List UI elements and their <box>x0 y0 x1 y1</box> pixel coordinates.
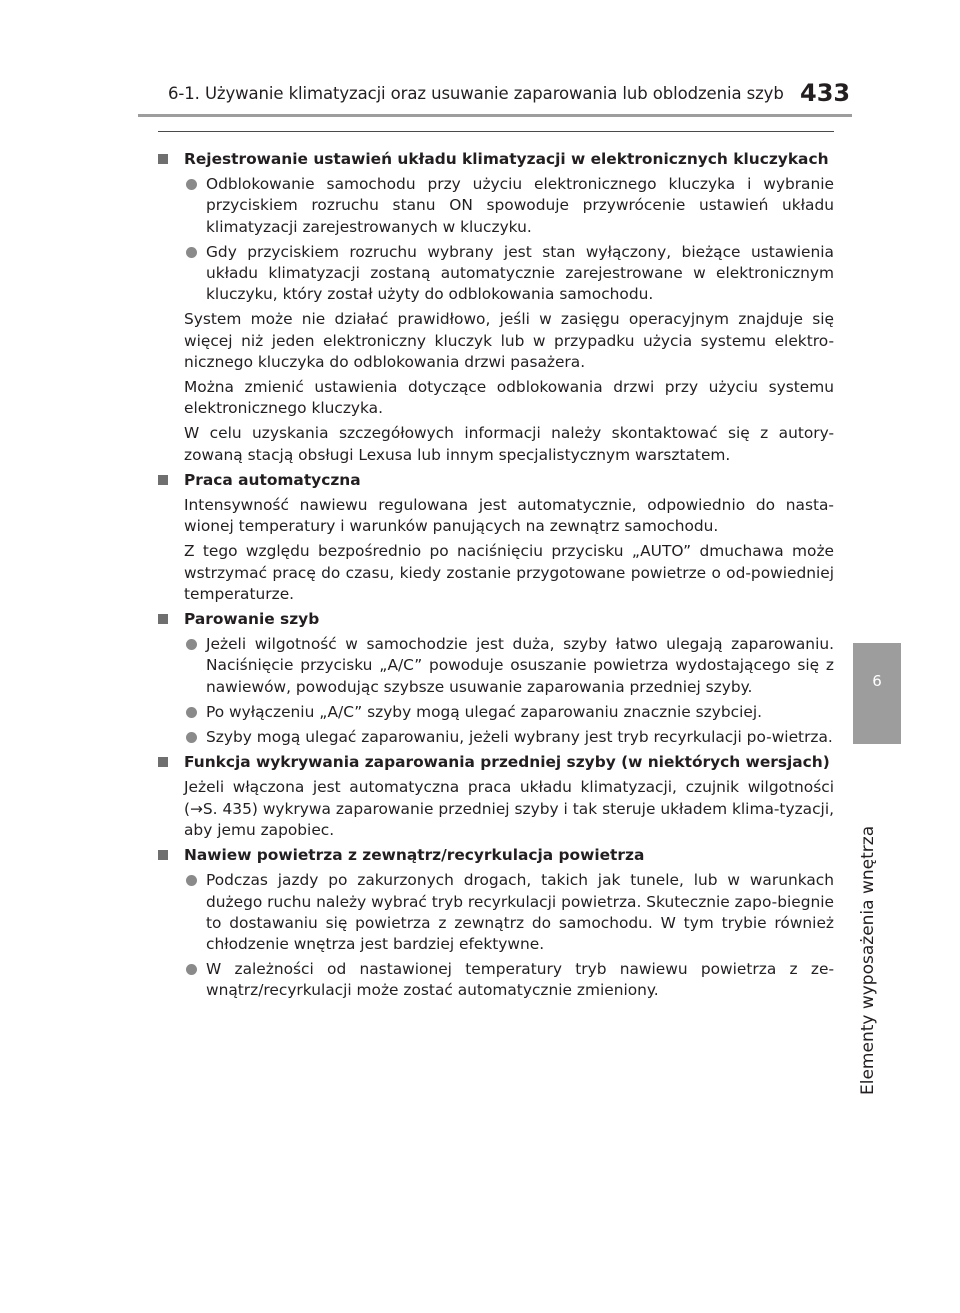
paragraph: Intensywność nawiewu regulowana jest automatycznie, odpowiednio do nasta-wionej temperatury i warunków panujących na zewnątrz samochodu. <box>184 496 834 536</box>
bullet-text: Podczas jazdy po zakurzonych drogach, takich jak tunele, lub w warunkach dużego ruchu należy wybrać tryb recyrkulacji powietrza. Skutecznie zapo-biegnie to dostawaniu się powietrza z zewnątrz do samochodu. W tym trybie również chłodzenie wnętrza jest bardziej efektywne. <box>206 871 834 953</box>
bullet-text: Odblokowanie samochodu przy użyciu elektronicznego kluczyka i wybranie przyciskiem rozruchu stanu ON spowoduje przywrócenie ustawień układu klimatyzacji zarejestrowanych w kluczyku. <box>206 175 834 236</box>
paragraph: Jeżeli włączona jest automatyczna praca układu klimatyzacji, czujnik wilgotności (→S. 435) wykrywa zaparowanie przedniej szyby i tak steruje układem klima-tyzacji, aby jemu zapobiec. <box>184 778 834 839</box>
section-heading <box>158 470 834 491</box>
circle-bullet-icon <box>186 639 197 650</box>
header-rule <box>138 114 852 117</box>
paragraph: Można zmienić ustawienia dotyczące odblokowania drzwi przy użyciu systemu elektronicznego kluczyka. <box>184 378 834 418</box>
bullet-item <box>158 870 834 955</box>
bullet-text: Po wyłączeniu „A/C” szyby mogą ulegać zaparowaniu znacznie szybciej. <box>206 702 762 721</box>
circle-bullet-icon <box>186 732 197 743</box>
paragraph: W celu uzyskania szczegółowych informacji należy skontaktować się z autory-zowaną stacją obsługi Lexusa lub innym specjalistycznym warsztatem. <box>184 424 834 464</box>
section-heading <box>158 609 834 630</box>
bullet-item <box>158 174 834 238</box>
chapter-number: 6 <box>872 672 882 690</box>
chapter-tab <box>853 643 901 744</box>
square-bullet-icon <box>158 850 168 860</box>
bullet-item <box>158 702 834 723</box>
header-title: 6-1. Używanie klimatyzacji oraz usuwanie zaparowania lub oblodzenia szyb <box>168 84 784 103</box>
section-heading-text: Nawiew powietrza z zewnątrz/recyrkulacja powietrza <box>184 846 645 865</box>
paragraph: Z tego względu bezpośrednio po naciśnięciu przycisku „AUTO” dmuchawa może wstrzymać pracę do czasu, kiedy zostanie przygotowane powietrze o od-powiedniej temperaturze. <box>184 542 834 603</box>
bullet-item <box>158 634 834 698</box>
paragraph: System może nie działać prawidłowo, jeśli w zasięgu operacyjnym znajduje się więcej niż jeden elektroniczny kluczyk lub w przypadku użycia systemu elektro-nicznego kluczyka do odblokowania drzwi pasażera. <box>184 310 834 371</box>
circle-bullet-icon <box>186 179 197 190</box>
bullet-text: Gdy przyciskiem rozruchu wybrany jest stan wyłączony, bieżące ustawienia układu klimatyzacji zostaną automatycznie zarejestrowane w elektronicznym kluczyku, który został użyty do odblokowania samochodu. <box>206 242 834 304</box>
circle-bullet-icon <box>186 964 197 975</box>
bullet-text: W zależności od nastawionej temperatury tryb nawiewu powietrza z ze-wnątrz/recyrkulacji może zostać automatycznie zmieniony. <box>206 960 834 1000</box>
square-bullet-icon <box>158 475 168 485</box>
section-heading <box>158 149 834 170</box>
bullet-item <box>158 959 834 1001</box>
bullet-item <box>158 242 834 306</box>
section-heading-text: Funkcja wykrywania zaparowania przedniej szyby (w niektórych wersjach) <box>184 753 830 772</box>
section-heading-text: Rejestrowanie ustawień układu klimatyzacji w elektronicznych kluczykach <box>184 150 829 168</box>
section-heading <box>158 752 834 773</box>
section-heading-text: Parowanie szyb <box>184 610 320 629</box>
circle-bullet-icon <box>186 875 197 886</box>
chapter-label: Elementy wyposażenia wnętrza <box>858 825 878 1095</box>
circle-bullet-icon <box>186 247 197 258</box>
circle-bullet-icon <box>186 707 197 718</box>
section-heading <box>158 845 834 866</box>
page-content <box>158 149 834 1006</box>
square-bullet-icon <box>158 757 168 767</box>
section-rule <box>158 131 834 132</box>
page-number: 433 <box>800 79 851 107</box>
square-bullet-icon <box>158 614 168 624</box>
section-heading-text: Praca automatyczna <box>184 470 361 489</box>
bullet-item <box>158 727 834 748</box>
bullet-text: Szyby mogą ulegać zaparowaniu, jeżeli wybrany jest tryb recyrkulacji po-wietrza. <box>206 728 833 747</box>
bullet-text: Jeżeli wilgotność w samochodzie jest duża, szyby łatwo ulegają zaparowaniu. Naciśnięcie przycisku „A/C” powoduje osuszanie powietrza wydostającego się z nawiewów, powodując szybsze usuwanie zaparowania przedniej szyby. <box>206 635 834 696</box>
square-bullet-icon <box>158 154 168 164</box>
